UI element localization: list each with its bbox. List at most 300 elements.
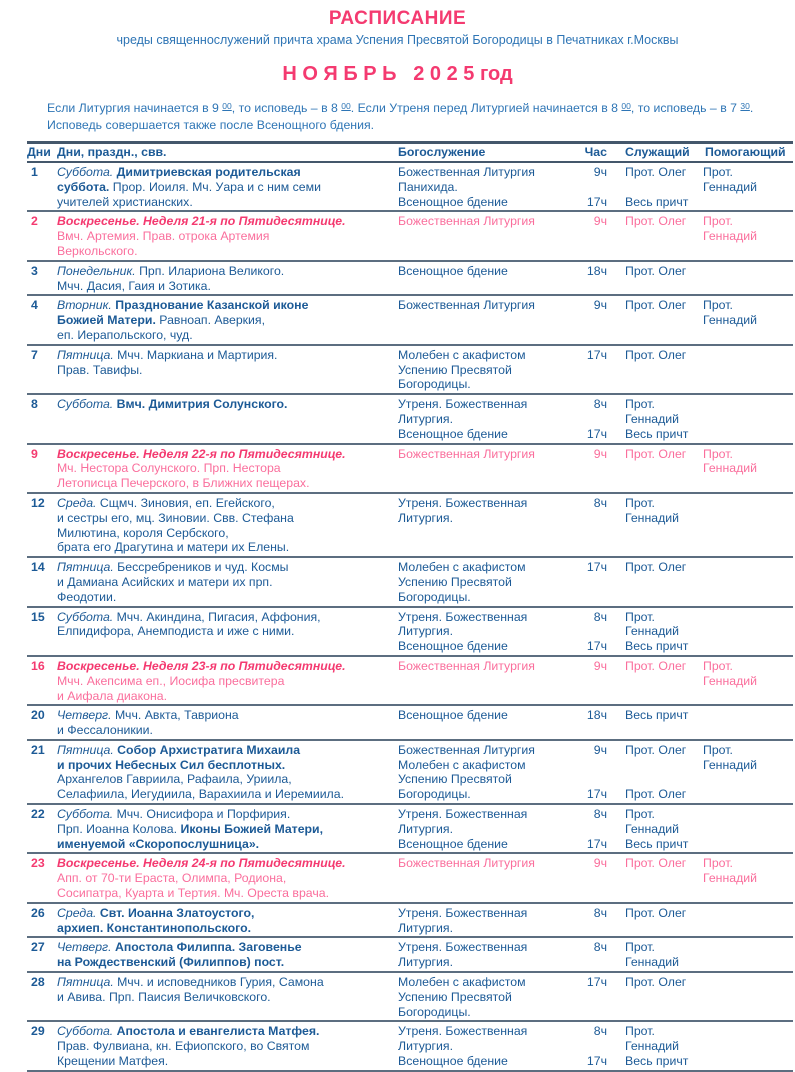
table-row: [27, 904, 793, 939]
day-description: [57, 856, 398, 900]
service-cell: [398, 264, 583, 294]
hour-cell: [583, 447, 615, 491]
hour-line: 8ч: [593, 609, 607, 624]
service-cell: [398, 807, 583, 851]
service-cell: [398, 496, 583, 555]
description-segment: Свт. Иоанна Златоустого,: [99, 905, 255, 920]
helping-clergy-cell: [703, 708, 793, 738]
description-line: [57, 476, 398, 491]
hour-cell: [583, 743, 615, 802]
col-header-service: Богослужение: [398, 145, 486, 159]
hour-cell: [583, 298, 615, 342]
helping-clergy-cell: [703, 659, 793, 703]
service-line: Успению Пресвятой: [398, 574, 512, 589]
day-number: 26: [31, 905, 45, 920]
description-segment: Суббота.: [57, 807, 117, 822]
description-segment: Воскресенье. Неделя 22-я по Пятидесятнице.: [57, 446, 346, 461]
day-number: 1: [31, 165, 38, 179]
service-line: Литургия.: [398, 955, 453, 970]
service-line: Литургия.: [398, 510, 453, 525]
description-line: [57, 1039, 398, 1054]
helping-clergy-cell: [703, 975, 793, 1019]
description-line: [57, 348, 398, 363]
helping-line: Геннадий: [703, 229, 758, 244]
description-segment: Мчч. Онисифора и Порфирия.: [116, 807, 291, 822]
hour-cell: [583, 560, 615, 604]
day-description: [57, 659, 398, 703]
description-segment: Суббота.: [57, 397, 117, 412]
description-segment: Елпидифора, Анемподиста и иже с ними.: [57, 624, 295, 639]
description-line: [57, 511, 398, 526]
description-segment: Среда.: [57, 495, 100, 510]
service-line: Всенощное бдение: [398, 639, 508, 654]
serving-line: [625, 180, 703, 195]
table-body: [27, 163, 793, 1072]
day-description: [57, 743, 398, 802]
description-line: [57, 447, 398, 462]
day-description: [57, 1024, 398, 1068]
day-description: [57, 214, 398, 258]
service-cell: [398, 1024, 583, 1068]
service-line: Богородицы.: [398, 377, 471, 392]
helping-clergy-cell: [703, 214, 793, 258]
hour-cell: [583, 975, 615, 1019]
description-line: [57, 787, 398, 802]
service-line: Утреня. Божественная: [398, 940, 528, 955]
serving-line: Геннадий: [625, 411, 680, 426]
serving-line: Прот. Олег: [625, 347, 687, 362]
description-segment: Воскресенье. Неделя 23-я по Пятидесятнице.: [57, 658, 346, 673]
description-segment: Понедельник.: [57, 263, 140, 278]
description-line: [57, 871, 398, 886]
description-line: [57, 955, 398, 970]
table-row: [27, 938, 793, 973]
day-number: 2: [31, 214, 38, 229]
helping-line: Прот.: [703, 856, 733, 871]
hour-line: 8ч: [593, 495, 607, 510]
hour-line: 9ч: [593, 298, 607, 313]
minutes-superscript: 00: [341, 101, 351, 111]
day-number: 29: [31, 1024, 45, 1039]
description-segment: брата его Драгутина и матери их Елены.: [57, 540, 290, 555]
day-description: [57, 975, 398, 1019]
hour-line: [583, 1039, 607, 1054]
table-row-sunday: [27, 657, 793, 706]
description-line: [57, 1054, 398, 1069]
service-cell: [398, 165, 583, 209]
service-cell: [398, 743, 583, 802]
description-line: [57, 165, 398, 180]
day-number: 22: [31, 807, 45, 822]
description-segment: Архангелов Гавриила, Рафаила, Уриила,: [57, 772, 292, 787]
description-segment: и Аифала диакона.: [57, 688, 168, 703]
day-description: [57, 560, 398, 604]
description-segment: Воскресенье. Неделя 24-я по Пятидесятнице.: [57, 856, 346, 871]
hour-line: [583, 180, 607, 195]
description-segment: Пятница.: [57, 347, 118, 362]
description-line: [57, 540, 398, 555]
serving-clergy-cell: [615, 975, 703, 1019]
description-segment: Собор Архистратига Михаила: [117, 742, 301, 757]
serving-clergy-cell: [615, 743, 703, 802]
hour-cell: [583, 906, 615, 936]
serving-line: Прот. Олег: [625, 856, 687, 871]
description-line: [57, 313, 398, 328]
service-line: Божественная Литургия: [398, 165, 535, 179]
schedule-table: [27, 141, 793, 1072]
day-description: [57, 165, 398, 209]
helping-clergy-cell: [703, 496, 793, 555]
service-line: Молебен с акафистом: [398, 560, 526, 575]
description-line: [57, 886, 398, 901]
description-line: [57, 298, 398, 313]
description-segment: Суббота.: [57, 1024, 117, 1039]
helping-clergy-cell: [703, 348, 793, 392]
description-segment: Апостола и евангелиста Матфея.: [116, 1024, 320, 1039]
serving-clergy-cell: [615, 560, 703, 604]
service-line: Богородицы.: [398, 589, 471, 604]
description-segment: Иконы Божией Матери,: [180, 821, 324, 836]
description-segment: Милютина, короля Сербского,: [57, 525, 229, 540]
description-segment: именуемой «Скоропослушница».: [57, 836, 260, 851]
description-line: [57, 214, 398, 229]
service-line: Всенощное бдение: [398, 426, 508, 441]
serving-clergy-cell: [615, 165, 703, 209]
service-cell: [398, 214, 583, 258]
day-description: [57, 397, 398, 441]
description-segment: Димитриевская родительская: [116, 165, 301, 179]
day-number: 27: [31, 940, 45, 955]
table-header-row: [27, 144, 793, 163]
service-cell: [398, 610, 583, 654]
day-number: 12: [31, 495, 45, 510]
hour-line: 8ч: [593, 940, 607, 955]
serving-clergy-cell: [615, 906, 703, 936]
description-line: [57, 708, 398, 723]
description-segment: Прав. Тавифы.: [57, 362, 143, 377]
description-segment: Мчч. Дасия, Гаия и Зотика.: [57, 278, 211, 293]
hour-line: [583, 412, 607, 427]
hour-line: [583, 624, 607, 639]
day-number: 28: [31, 975, 45, 990]
service-line: Богородицы.: [398, 1004, 471, 1019]
helping-clergy-cell: [703, 447, 793, 491]
description-line: [57, 244, 398, 259]
day-description: [57, 496, 398, 555]
helping-clergy-cell: [703, 1024, 793, 1068]
description-line: [57, 590, 398, 605]
table-row: [27, 296, 793, 345]
table-row: [27, 973, 793, 1022]
description-segment: Мчч. Акиндина, Пигасия, Аффония,: [116, 609, 321, 624]
note-line: [47, 101, 763, 118]
serving-clergy-cell: [615, 496, 703, 555]
service-cell: [398, 708, 583, 738]
serving-clergy-cell: [615, 447, 703, 491]
serving-line: Прот. Олег: [625, 975, 687, 990]
service-line: Всенощное бдение: [398, 194, 508, 209]
table-row: [27, 1022, 793, 1071]
description-line: [57, 772, 398, 787]
service-line: Божественная Литургия: [398, 856, 535, 871]
table-row: [27, 163, 793, 212]
helping-line: Геннадий: [703, 461, 758, 476]
day-description: [57, 298, 398, 342]
description-line: [57, 180, 398, 195]
description-line: [57, 496, 398, 511]
day-number: 15: [31, 609, 45, 624]
helping-line: Прот.: [703, 165, 733, 179]
day-number: 8: [31, 397, 38, 412]
description-line: [57, 363, 398, 378]
description-line: [57, 1024, 398, 1039]
hour-line: 17ч: [586, 560, 607, 575]
description-segment: Среда.: [57, 905, 100, 920]
description-line: [57, 758, 398, 773]
hour-cell: [583, 264, 615, 294]
hour-line: 9ч: [593, 446, 607, 461]
description-segment: Сщмч. Зиновия, еп. Егейского,: [99, 495, 275, 510]
service-line: Всенощное бдение: [398, 1054, 508, 1069]
serving-clergy-cell: [615, 298, 703, 342]
service-line: Всенощное бдение: [398, 836, 508, 851]
serving-line: Прот.: [625, 609, 655, 624]
serving-line: Прот. Олег: [625, 560, 687, 575]
note-text: , то исповедь – в 7: [630, 101, 741, 115]
description-segment: Пятница.: [57, 560, 118, 575]
helping-line: Прот.: [703, 298, 733, 313]
serving-clergy-cell: [615, 659, 703, 703]
hour-line: 17ч: [586, 426, 607, 441]
description-segment: Мчч. Маркиана и Мартирия.: [117, 347, 278, 362]
service-cell: [398, 348, 583, 392]
helping-clergy-cell: [703, 906, 793, 936]
description-segment: Селафиила, Иегудиила, Варахиила и Иеремиила.: [57, 787, 344, 802]
service-line: Божественная Литургия: [398, 214, 535, 229]
serving-line: Весь причт: [625, 426, 689, 441]
serving-clergy-cell: [615, 264, 703, 294]
description-segment: Прп. Иоанна Колова.: [57, 821, 181, 836]
description-line: [57, 560, 398, 575]
description-line: [57, 689, 398, 704]
service-line: Утреня. Божественная: [398, 609, 528, 624]
table-row-sunday: [27, 212, 793, 261]
day-number: 7: [31, 347, 38, 362]
helping-line: Прот.: [703, 446, 733, 461]
helping-clergy-cell: [703, 264, 793, 294]
serving-clergy-cell: [615, 856, 703, 900]
service-line: Утреня. Божественная: [398, 905, 528, 920]
description-line: [57, 807, 398, 822]
description-segment: Летописца Печерского, в Ближних пещерах.: [57, 476, 310, 491]
description-line: [57, 229, 398, 244]
description-segment: еп. Иерапольского, чуд.: [57, 327, 193, 342]
helping-clergy-cell: [703, 807, 793, 851]
serving-line: Весь причт: [625, 639, 689, 654]
description-line: [57, 975, 398, 990]
description-segment: Мч. Нестора Солунского. Прп. Нестора: [57, 461, 281, 476]
serving-line: Геннадий: [625, 510, 680, 525]
helping-clergy-cell: [703, 560, 793, 604]
description-segment: Крещении Матфея.: [57, 1054, 169, 1069]
description-line: [57, 195, 398, 210]
service-line: Божественная Литургия: [398, 298, 535, 313]
serving-line: Прот.: [625, 1024, 655, 1039]
service-line: Богородицы.: [398, 787, 471, 802]
hour-cell: [583, 348, 615, 392]
description-line: [57, 921, 398, 936]
hour-line: 8ч: [593, 397, 607, 412]
serving-line: [625, 772, 703, 787]
hour-line: 17ч: [586, 975, 607, 990]
description-segment: и сестры его, мц. Зиновии. Свв. Стефана: [57, 510, 294, 525]
col-header-hour: Час: [584, 145, 607, 159]
helping-clergy-cell: [703, 743, 793, 802]
serving-line: Прот. Олег: [625, 214, 687, 229]
table-row-sunday: [27, 854, 793, 903]
service-cell: [398, 856, 583, 900]
col-header-helping: Помогающий: [705, 145, 786, 159]
serving-line: Прот. Олег: [625, 905, 687, 920]
serving-clergy-cell: [615, 807, 703, 851]
description-segment: и Дамиана Асийских и матери их прп.: [57, 574, 273, 589]
service-cell: [398, 906, 583, 936]
page-header: [0, 8, 795, 86]
service-line: Успению Пресвятой: [398, 989, 512, 1004]
service-cell: [398, 940, 583, 970]
description-segment: архиеп. Константинопольского.: [57, 920, 252, 935]
service-line: Всенощное бдение: [398, 708, 508, 723]
service-line: Божественная Литургия: [398, 658, 535, 673]
serving-line: Геннадий: [625, 821, 680, 836]
description-line: [57, 624, 398, 639]
description-line: [57, 723, 398, 738]
description-segment: Мчч. Акепсима еп., Иосифа пресвитера: [57, 673, 285, 688]
serving-line: Прот.: [625, 495, 655, 510]
table-row: [27, 346, 793, 395]
description-line: [57, 610, 398, 625]
description-segment: Прп. Илариона Великого.: [139, 263, 285, 278]
hour-cell: [583, 165, 615, 209]
service-line: Утреня. Божественная: [398, 1024, 528, 1039]
description-segment: Вторник.: [57, 298, 116, 313]
serving-line: Весь причт: [625, 194, 689, 209]
helping-clergy-cell: [703, 165, 793, 209]
helping-line: Прот.: [703, 658, 733, 673]
description-segment: и Фессалоникии.: [57, 723, 153, 738]
description-segment: Равноап. Аверкия,: [159, 313, 266, 328]
description-segment: учителей христианских.: [57, 194, 193, 209]
service-line: Литургия.: [398, 920, 453, 935]
serving-clergy-cell: [615, 940, 703, 970]
service-line: Всенощное бдение: [398, 263, 508, 278]
serving-clergy-cell: [615, 214, 703, 258]
service-line: Литургия.: [398, 411, 453, 426]
serving-line: Прот. Олег: [625, 742, 687, 757]
helping-line: Геннадий: [703, 673, 758, 688]
serving-clergy-cell: [615, 1024, 703, 1068]
service-line: Успению Пресвятой: [398, 362, 512, 377]
table-row: [27, 608, 793, 657]
table-row: [27, 741, 793, 805]
day-description: [57, 348, 398, 392]
description-line: [57, 397, 398, 412]
helping-clergy-cell: [703, 940, 793, 970]
hour-line: 8ч: [593, 905, 607, 920]
description-segment: Пятница.: [57, 975, 118, 990]
description-line: [57, 906, 398, 921]
description-line: [57, 526, 398, 541]
description-line: [57, 659, 398, 674]
col-header-feasts: Дни, праздн., свв.: [57, 145, 167, 159]
hour-line: 17ч: [586, 836, 607, 851]
day-number: 14: [31, 560, 45, 575]
description-segment: Мчч. и исповедников Гурия, Самона: [117, 975, 324, 990]
service-line: Утреня. Божественная: [398, 807, 528, 822]
description-segment: Суббота.: [57, 609, 117, 624]
description-segment: на Рождественский (Филиппов) пост.: [57, 955, 285, 970]
hour-cell: [583, 807, 615, 851]
helping-clergy-cell: [703, 397, 793, 441]
hour-cell: [583, 659, 615, 703]
description-line: [57, 940, 398, 955]
description-segment: Сосипатра, Куарта и Тертия. Мч. Ореста врача.: [57, 886, 330, 901]
description-line: [57, 461, 398, 476]
note-text: . Если Утреня перед Литургией начинается в 8: [350, 101, 622, 115]
note-text: .: [749, 101, 754, 115]
month-heading: Н О Я Б Р Ь 2 0 2 5 год: [282, 63, 513, 85]
description-line: [57, 279, 398, 294]
service-line: Литургия.: [398, 821, 453, 836]
service-line: Панихида.: [398, 179, 458, 194]
hour-line: 8ч: [593, 807, 607, 822]
service-line: Божественная Литургия: [398, 742, 535, 757]
description-segment: Суббота.: [57, 165, 117, 179]
hour-cell: [583, 610, 615, 654]
hour-cell: [583, 708, 615, 738]
description-segment: Празднование Казанской иконе: [115, 298, 309, 313]
note-text: Если Литургия начинается в 9: [47, 101, 223, 115]
hour-line: 17ч: [586, 347, 607, 362]
service-cell: [398, 397, 583, 441]
table-row-sunday: [27, 445, 793, 494]
description-segment: Четверг.: [57, 940, 115, 955]
service-line: Утреня. Божественная: [398, 495, 528, 510]
service-line: Успению Пресвятой: [398, 772, 512, 787]
helping-clergy-cell: [703, 298, 793, 342]
description-line: [57, 328, 398, 343]
helping-line: Прот.: [703, 742, 733, 757]
minutes-superscript: 00: [222, 101, 232, 111]
day-number: 23: [31, 856, 45, 871]
hour-cell: [583, 1024, 615, 1068]
day-description: [57, 807, 398, 851]
day-description: [57, 708, 398, 738]
table-row: [27, 494, 793, 558]
service-cell: [398, 560, 583, 604]
description-segment: и прочих Небесных Сил бесплотных.: [57, 757, 286, 772]
serving-line: Прот.: [625, 940, 655, 955]
col-header-days: Дни: [27, 145, 51, 159]
hour-cell: [583, 856, 615, 900]
note-text: Исповедь совершается также после Всенощного бдения.: [47, 117, 375, 132]
description-segment: Веркольского.: [57, 243, 138, 258]
day-description: [57, 940, 398, 970]
serving-line: Весь причт: [625, 708, 689, 723]
serving-clergy-cell: [615, 708, 703, 738]
description-line: [57, 743, 398, 758]
description-segment: Божией Матери.: [57, 313, 160, 328]
